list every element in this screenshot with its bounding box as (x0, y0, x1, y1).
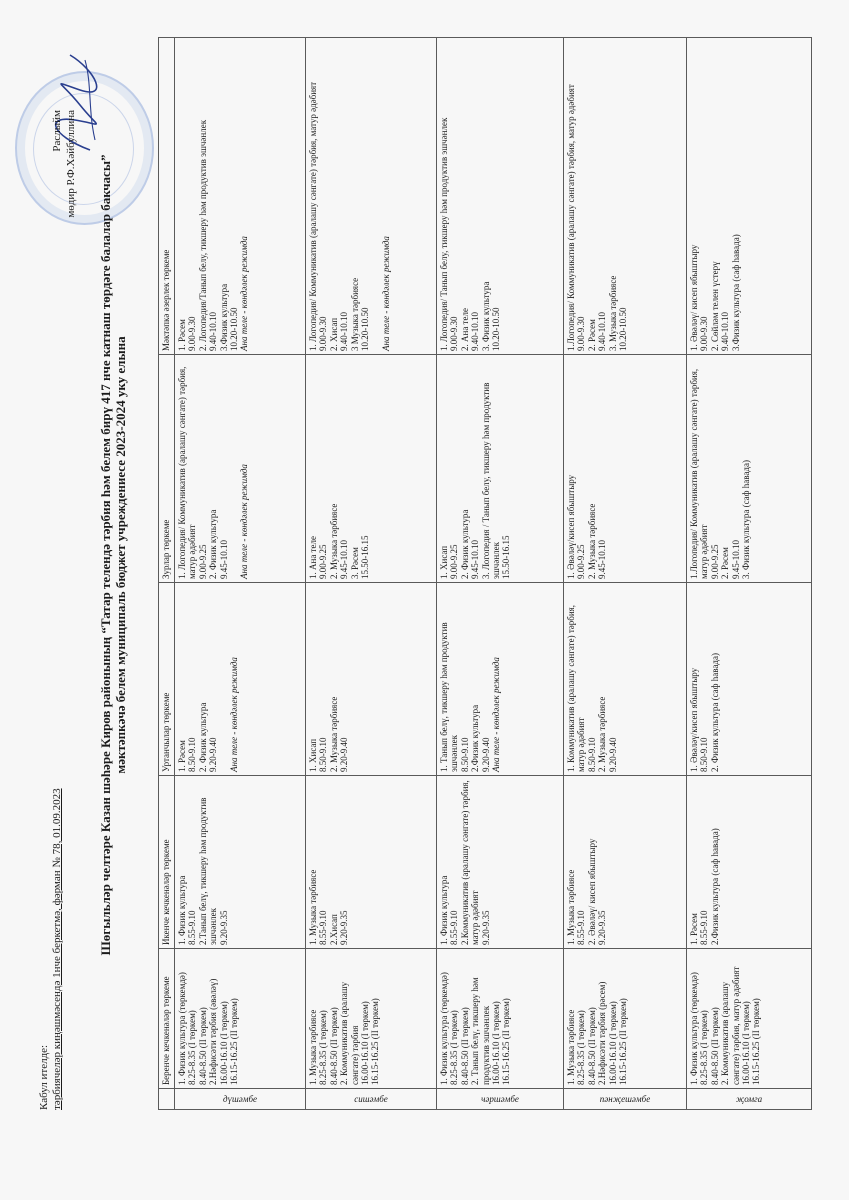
schedule-line: 8.55-9.10 (449, 910, 460, 945)
schedule-line: 16.15-16.25 (II төркем) (229, 998, 240, 1085)
schedule-line: 2.Физик культура (470, 704, 481, 772)
schedule-cell (437, 355, 564, 583)
day-label: җомга (735, 1093, 763, 1104)
schedule-line: 2.Танып белү, тикшеру һәм продуктив эшчәнлек (197, 795, 219, 945)
schedule-line: 1. Физик культура (төркемдә) (689, 972, 699, 1085)
schedule-line: 16.00-16.10 (I төркем) (741, 1001, 752, 1085)
schedule-line: 8.25-8.35 (I төркем) (187, 1010, 198, 1085)
approved-name: мөдир Р.Ф.Хәйбуллина (65, 110, 77, 218)
schedule-line: 10.20-10.50 (229, 307, 240, 351)
schedule-line: 9.45-10.10 (470, 540, 481, 579)
schedule-line: Ана теле - көндәлек режимда (239, 236, 250, 351)
day-label: пәнҗешәмбе (599, 1093, 651, 1104)
schedule-line: 2. Рәсем (586, 319, 597, 351)
schedule-cell (687, 38, 812, 355)
day-cell (564, 1089, 687, 1110)
schedule-line: Ана теле - көндәлек режимда (239, 464, 250, 579)
title-line-1: Шөгыльләр челтәре Казан шәһәре Киров районының “Татар телендә тәрбия һәм белем бирү 417 нче катнаш төрдәге балалар бакчасы” (98, 154, 113, 956)
column-header: Уртанчылар төркеме (159, 583, 175, 776)
schedule-line: 1. Логопедия/ Коммуникатив (аралашу сәнгате) тәрбия, матур әдәбият (308, 81, 318, 351)
schedule-line: 1. Логопедия/ Коммуникатив (аралашу сәнгате) тәрбия, матур әдәбият (177, 364, 198, 579)
schedule-line: 2.Хисап (328, 914, 339, 945)
schedule-cell (175, 949, 306, 1089)
schedule-cell (687, 776, 812, 949)
schedule-line: 9.20-9.40 (339, 737, 350, 772)
schedule-cell (687, 949, 812, 1089)
page-title (98, 60, 128, 1050)
schedule-line: 8.50-9.10 (187, 737, 198, 772)
table-header-row (159, 38, 175, 1110)
schedule-line: 9.20-9.40 (607, 737, 618, 772)
schedule-line: 1. Хисап (439, 545, 449, 579)
schedule-line: 9.20-9.35 (480, 910, 491, 945)
schedule-cell (437, 583, 564, 776)
column-header: Зурлар төркеме (159, 355, 175, 583)
schedule-line: 8.40-8.50 (II төркем) (709, 1007, 720, 1085)
schedule-line: 8.50-9.10 (699, 737, 710, 772)
schedule-line: 9.00-9.30 (449, 316, 460, 351)
schedule-line: 1. Физик культура (177, 875, 187, 945)
schedule-line: 2.Коммуникатив (аралашу сәнгате) тәрбия, матур әдәбият (459, 777, 481, 945)
schedule-cell (564, 776, 687, 949)
schedule-line (229, 358, 239, 579)
schedule-line: 1. Музыка тәрбиясе (566, 869, 576, 945)
schedule-line: 9.00-9.30 (187, 316, 198, 351)
schedule-line: 2. Физик культура (459, 509, 470, 579)
day-cell (687, 1089, 812, 1110)
schedule-line: 9.45-10.10 (339, 540, 350, 579)
day-label: дүшәмбе (222, 1093, 258, 1104)
schedule-line: 9.45-10.10 (597, 540, 608, 579)
schedule-line: 8.55-9.10 (187, 910, 198, 945)
schedule-line: 1. Физик культура (төркемдә) (177, 972, 187, 1085)
schedule-line: 2. Коммуникатив (аралашу сәнгате) тәрбия (339, 979, 360, 1085)
schedule-line: 9.20-9.35 (218, 910, 229, 945)
schedule-line: 2. Музыка тәрбиясе (328, 696, 339, 772)
accepted-label: Кабул ителде: (38, 1044, 50, 1110)
schedule-line: 9.00-9.25 (576, 544, 587, 579)
schedule-line: 9.00-9.25 (197, 544, 208, 579)
schedule-line: 9.00-9.25 (709, 544, 720, 579)
table-row (564, 38, 687, 1110)
schedule-cell (306, 355, 437, 583)
table-row (437, 38, 564, 1110)
schedule-line: Ана теле - көндәлек режимда (491, 657, 502, 772)
schedule-line: 8.55-9.10 (318, 910, 329, 945)
day-label: чәршәмбе (481, 1093, 519, 1104)
schedule-cell (175, 583, 306, 776)
schedule-line: 1. Коммуникатив (аралашу сәнгате) тәрбия, матур әдәбият (566, 602, 587, 772)
schedule-line: 2. Музыка тәрбиясе (328, 503, 339, 579)
schedule-line: 9.40-10.10 (339, 312, 350, 351)
schedule-cell (564, 949, 687, 1089)
corner-cell (159, 1089, 175, 1110)
schedule-line: 1. Хисап (308, 738, 318, 772)
schedule-line: 2. Музыка тәрбиясе (586, 503, 597, 579)
day-cell (437, 1089, 564, 1110)
schedule-line: 9.20-9.35 (339, 910, 350, 945)
schedule-cell (306, 776, 437, 949)
schedule-line: 2. Ана теле (459, 308, 470, 351)
schedule-cell (175, 355, 306, 583)
column-header: Мәктәпкә әзерлек төркеме (159, 38, 175, 355)
schedule-line: 3.Физик культура (саф һавада) (730, 234, 741, 351)
schedule-line: 15.50-16.15 (501, 535, 512, 579)
schedule-line: 1. Рәсем (177, 319, 187, 351)
day-cell (306, 1089, 437, 1110)
day-cell (175, 1089, 306, 1110)
schedule-cell (687, 583, 812, 776)
schedule-line: 8.50-9.10 (318, 737, 329, 772)
table-row (687, 38, 812, 1110)
table-row (306, 38, 437, 1110)
schedule-line: 3 Музыка тәрбиясе (349, 277, 360, 351)
schedule-line: 9.40-10.10 (597, 312, 608, 351)
schedule-line: 9.00-9.25 (449, 544, 460, 579)
schedule-line: 8.25-8.35 (I төркем) (576, 1010, 587, 1085)
schedule-line: 1. Ана теле (308, 536, 318, 579)
schedule-line: 16.00-16.10 (I төркем) (607, 1001, 618, 1085)
schedule-line: 2. Логопедия/Танып белу, тикшеру һәм продуктив эшчәнлек (197, 119, 208, 351)
schedule-body (175, 38, 812, 1110)
schedule-line: 8.25-8.35 (I төркем) (318, 1010, 329, 1085)
schedule-line: 9.00-9.30 (699, 316, 710, 351)
schedule-line: 2.Нәфисәти тәрбия (рәсем) (597, 981, 608, 1085)
schedule-line: 2. Хисап (328, 317, 339, 351)
schedule-cell (687, 355, 812, 583)
schedule-line: 2. Рәсем (720, 547, 731, 579)
schedule-line: 2. Сөйләм телен үстерү (709, 261, 720, 351)
schedule-line: 8.55-9.10 (699, 910, 710, 945)
schedule-line: 8.40-8.50 (II төркем) (459, 1007, 470, 1085)
schedule-line: 15.50-16.15 (360, 535, 371, 579)
schedule-line (219, 586, 229, 772)
schedule-line: 3.Физик культура (218, 283, 229, 351)
schedule-line: 2. Коммуникатив (аралашу сәнгате) тәрбия, матур әдәбият (720, 966, 741, 1085)
schedule-cell (564, 355, 687, 583)
schedule-line: 16.00-16.10 (I төркем) (360, 1001, 371, 1085)
schedule-cell (306, 38, 437, 355)
schedule-line: 1. Әвәләү/кисеп ябыштыру (566, 474, 576, 579)
schedule-cell (564, 583, 687, 776)
schedule-line: 2.Физик культура (саф һавада) (709, 828, 720, 945)
schedule-line: 2. Физик культура (208, 509, 219, 579)
schedule-table (158, 37, 812, 1110)
schedule-line: 1. Әвәләү/кисеп ябыштыру (689, 667, 699, 772)
schedule-line: 8.55-9.10 (576, 910, 587, 945)
schedule-line: 8.40-8.50 (II төркем) (328, 1007, 339, 1085)
schedule-line: 8.50-9.10 (586, 737, 597, 772)
schedule-line: 1.Логопедия/ Коммуникатив (аралашу сәнгате) тәрбия, матур әдәбият (566, 84, 576, 351)
schedule-cell (437, 949, 564, 1089)
table-row (175, 38, 306, 1110)
schedule-line: 1. Музыка тәрбиясе (308, 1009, 318, 1085)
schedule-line: 2. Физик культура (саф һавада) (709, 653, 720, 772)
schedule-line: 9.20-9.40 (480, 737, 491, 772)
schedule-line: 16.15-16.25 (II төркем) (751, 998, 762, 1085)
schedule-line: 16.15-16.25 (II төркем) (501, 998, 512, 1085)
schedule-line: 9.20-9.40 (208, 737, 219, 772)
schedule-line: 1. Рәсем (689, 913, 699, 945)
schedule-line: 2. Музыка тәрбиясе (597, 696, 608, 772)
approved-block (50, 110, 78, 260)
schedule-line: 3. Физик культура (480, 281, 491, 351)
schedule-line: 3. Музыка тәрбиясе (607, 275, 618, 351)
schedule-cell (437, 38, 564, 355)
schedule-line: 1. Музыка тәрбиясе (308, 869, 318, 945)
schedule-line: 10.20-10.50 (360, 307, 371, 351)
accepted-block (38, 788, 64, 1110)
schedule-line: 9.20-9.35 (597, 910, 608, 945)
schedule-line: 8.40-8.50 (II төркем) (586, 1007, 597, 1085)
schedule-cell (175, 38, 306, 355)
schedule-line: 1.Логопедия/ Коммуникатив (аралашу сәнгате) тәрбия, матур әдәбият (689, 366, 710, 579)
title-line-2: мәктәпкәчә белем муниципаль бюджет учреждениесе 2023-2024 уку елына (113, 336, 128, 774)
schedule-line: 3. Рәсем (349, 547, 360, 579)
schedule-line: 3. Логопедия / Танып белу, тикшеру һәм продуктив эшчәнлек (480, 380, 502, 579)
schedule-line: 9.00-9.30 (318, 316, 329, 351)
schedule-line: 3. Физик культура (саф һавада) (741, 460, 752, 579)
schedule-line: 8.25-8.35 (I төркем) (449, 1010, 460, 1085)
accepted-protocol: тәрбиячеләр киңәшмәсендә 1нче беркетмә, фәрман № 78, 01.09.2023 (51, 788, 63, 1110)
schedule-cell (564, 38, 687, 355)
schedule-line: 9.40-10.10 (720, 312, 731, 351)
schedule-line: 1. Рәсем (177, 740, 187, 772)
schedule-line: 9.40-10.10 (470, 312, 481, 351)
column-header: Беренче кечкенәләр төркеме (159, 949, 175, 1089)
schedule-cell (437, 776, 564, 949)
schedule-line: Ана теле - көндәлек режимда (229, 657, 240, 772)
schedule-line: 16.00-16.10 (I төркем) (218, 1001, 229, 1085)
schedule-line: 8.40-8.50 (II төркем) (197, 1007, 208, 1085)
schedule-line: 16.15-16.25 (II төркем) (370, 998, 381, 1085)
schedule-cell (175, 776, 306, 949)
approved-label: Раслыйм (51, 110, 63, 152)
schedule-line: 1. Логопедия/ Танып белу, тикшеру һәм продуктив эшчәнлек (439, 117, 449, 351)
schedule-line: 10.20-10.50 (618, 307, 629, 351)
schedule-line: Ана теле - көндәлек режимда (380, 236, 391, 351)
schedule-line: 2. Әвәләү/ кисеп ябыштыру (586, 838, 597, 945)
schedule-line: 9.45-10.10 (218, 540, 229, 579)
schedule-line: 1. Музыка тәрбиясе (566, 1009, 576, 1085)
schedule-cell (306, 583, 437, 776)
schedule-line: 2. Физик культура (197, 702, 208, 772)
schedule-line: 9.40-10.10 (208, 312, 219, 351)
schedule-line: 2. Танып белү, тикшеру һәм продуктив эшчәнлек (470, 975, 491, 1085)
schedule-line: 8.25-8.35 (I төркем) (699, 1010, 710, 1085)
schedule-line (370, 41, 380, 351)
schedule-line: 16.15-16.25 (II төркем) (618, 998, 629, 1085)
schedule-line: 9.00-9.30 (576, 316, 587, 351)
schedule-line: 9.45-10.10 (730, 540, 741, 579)
column-header: Икенче кечкенәләр төркеме (159, 776, 175, 949)
schedule-line: 1. Физик культура (төркемдә) (439, 972, 449, 1085)
schedule-line: 1. Әвәләү/ кисеп ябыштыру (689, 244, 699, 351)
schedule-line: 8.50-9.10 (459, 737, 470, 772)
schedule-line: 9.00-9.25 (318, 544, 329, 579)
schedule-line: 1. Танып белү, тикшеру һәм продуктив эшчәнлек (439, 620, 460, 772)
schedule-cell (306, 949, 437, 1089)
day-label: сишәмбе (354, 1093, 388, 1104)
schedule-line: 1. Физик культура (439, 875, 449, 945)
schedule-line: 2.Нәфисәти тәрбия (әвәләү) (208, 978, 219, 1085)
schedule-line: 10.20-10.50 (491, 307, 502, 351)
schedule-line: 16.00-16.10 (I төркем) (491, 1001, 502, 1085)
